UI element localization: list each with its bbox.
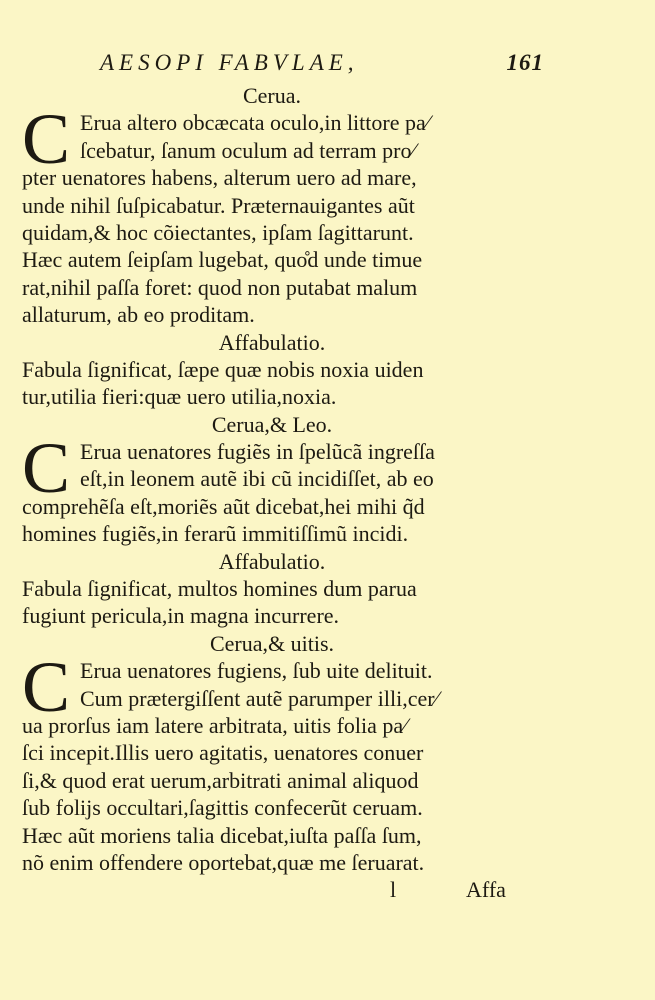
moral-title: Affabulatio. — [218, 329, 326, 355]
running-title: AESOPI FABVLAE, — [100, 50, 359, 75]
moral-line: Fabula ſignificat, multos homines dum parua — [22, 576, 417, 602]
text-line: rat,nihil paſſa foret: quod non putabat malum — [22, 274, 418, 300]
text-line: ua prorſus iam latere arbitrata, uitis folia pa⁄ — [22, 712, 407, 738]
fable-title: Cerua,& Leo. — [211, 411, 333, 437]
drop-capital: C — [22, 647, 71, 728]
text-line: eſt,in leonem autẽ ibi cũ incidiſſet, ab eo — [80, 466, 434, 492]
text-line: homines fugiẽs,in ferarũ immitiſſimũ incidi. — [22, 521, 409, 547]
moral-title: Affabulatio. — [218, 548, 326, 574]
text-line: comprehẽſa eſt,moriẽs aũt dicebat,hei mihi q̃d — [22, 493, 425, 519]
running-header — [100, 50, 550, 84]
text-line: Hæc aũt moriens talia dicebat,iuſta paſſa ſum, — [22, 822, 422, 848]
text-block — [22, 82, 522, 904]
text-line: Cum prætergiſſent autẽ parumper illi,cer⁄ — [80, 685, 439, 711]
text-line: unde nihil ſuſpicabatur. Præternauigantes aũt — [22, 192, 415, 218]
text-line: pter uenatores habens, alterum uero ad mare, — [22, 165, 417, 191]
text-line: ſcebatur, ſanum oculum ad terram pro⁄ — [80, 137, 416, 163]
page-footer — [22, 876, 522, 903]
fable-body — [22, 99, 522, 328]
text-line: ſi,& quod erat uerum,arbitrati animal aliquod — [22, 767, 419, 793]
text-line: Erua uenatores fugiẽs in ſpelũcã ingreſſa — [80, 439, 435, 465]
moral-line: Fabula ſignificat, ſæpe quæ nobis noxia uiden — [22, 356, 424, 382]
signature-mark: l — [390, 877, 397, 903]
fable-title: Cerua. — [242, 83, 302, 108]
fable-body — [22, 647, 522, 876]
drop-capital: C — [22, 99, 71, 180]
catchword: Affa — [466, 877, 506, 903]
text-line: ſub folijs occultari,ſagittis confecerũt ceruam. — [22, 795, 423, 821]
text-line: Erua altero obcæcata oculo,in littore pa⁄ — [80, 110, 430, 136]
text-line: quidam,& hoc cõiectantes, ipſam ſagittarunt. — [22, 219, 414, 245]
text-line: allaturum, ab eo proditam. — [22, 302, 255, 328]
text-line: ſci incepit.Illis uero agitatis, uenatores conuer — [22, 740, 424, 766]
fable-body — [22, 428, 522, 548]
moral-line: fugiunt pericula,in magna incurrere. — [22, 603, 340, 629]
text-line: Erua uenatores fugiens, ſub uite delituit. — [80, 658, 433, 684]
page-number: 161 — [506, 50, 544, 75]
fable-title: Cerua,& uitis. — [209, 630, 335, 656]
moral-line: tur,utilia fieri:quæ uero utilia,noxia. — [22, 384, 337, 410]
drop-capital: C — [22, 428, 71, 509]
text-line: nõ enim offendere oportebat,quæ me ſeruarat. — [22, 849, 425, 875]
text-line: Hæc autem ſeipſam lugebat, quo̊d unde timue — [22, 247, 423, 273]
